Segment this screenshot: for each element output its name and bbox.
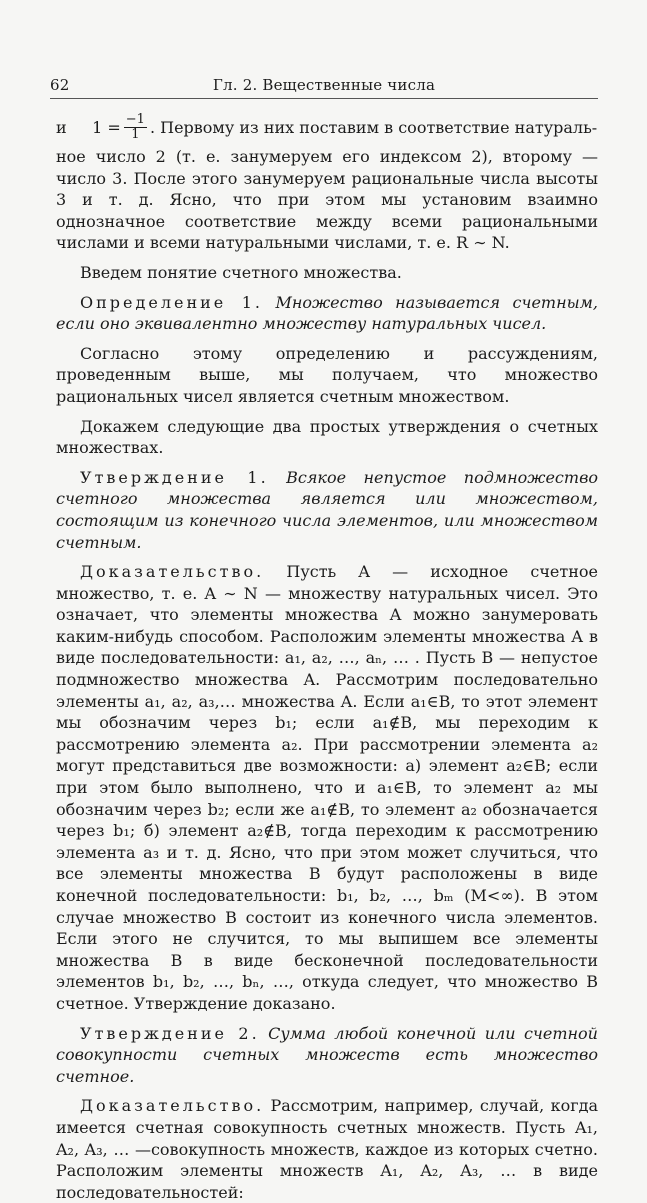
fraction [124, 113, 147, 142]
fraction-denominator: 1 [131, 127, 140, 142]
proof-text: Пусть A — исходное счетное множество, т. е. A ∼ N — множеству натуральных чисел. Это означает, что элементы множества A можно занумеровать каким-нибудь способом. Расположим элементы множества A в виде последовательности: a₁, a₂, …, aₙ, … . Пусть B — непустое подмножество множества A. Рассмотрим последовательно элементы a₁, a₂, a₃,… множества A. Если a₁∈B, то этот элемент мы обозначим через b₁; если a₁∉B, мы переходим к рассмотрению элемента a₂. При рассмотрении элемента a₂ могут представиться две возможности: а) элемент a₂∈B; если при этом было выполнено, что и a₁∈B, то элемент a₂ мы обозначим через b₂; если же a₁∉B, то элемент a₂ обозначается через b₁; б) элемент a₂∉B, тогда переходим к рассмотрению элемента a₃ и т. д. Ясно, что при этом может случиться, что все элементы множества B будут расположены в виде конечной последовательности: b₁, b₂, …, bₘ (M<∞). В этом случае множество B состоит из конечного числа элементов. Если этого не случится, то мы выпишем все элементы множества B в виде бесконечной последовательности элементов b₁, b₂, …, bₙ, …, откуда следует, что множество B счетное. Утверждение доказано. [56, 562, 598, 1013]
page-number: 62 [50, 76, 70, 94]
statement-1 [56, 467, 598, 553]
paragraph-rationals-countable: Согласно этому определению и рассуждениям, проведенным выше, мы получаем, что множество рациональных чисел является счетным множеством. [56, 343, 598, 406]
statement-label: Утверждение 1. [80, 467, 269, 487]
definition-1 [56, 292, 598, 335]
page-body [56, 110, 598, 1203]
proof-text: Рассмотрим, например, случай, когда имеется счетная совокупность счетных множеств. Пусть A₁, A₂, A₃, … —совокупность множеств, каждое из которых счетно. Расположим элементы множеств A₁, A₂, A₃, … в виде последовательностей: [56, 1096, 598, 1202]
definition-text: Множество называется счетным, если оно эквивалентно множеству натуральных чисел. [56, 292, 598, 334]
proof-label: Доказательство. [80, 1096, 265, 1116]
paragraph-two-statements: Докажем следующие два простых утверждения о счетных множествах. [56, 416, 598, 458]
proof-1 [56, 561, 598, 1014]
definition-label: Определение 1. [80, 292, 263, 312]
proof-label: Доказательство. [80, 562, 265, 582]
formula-rest: . Первому из них поставим в соответствие натураль- [149, 118, 598, 137]
statement-label: Утверждение 2. [80, 1023, 260, 1043]
formula-start: и 1 = [56, 118, 121, 137]
running-title: Гл. 2. Вещественные числа [212, 76, 436, 94]
proof-2 [56, 1095, 598, 1203]
header-rule [50, 98, 598, 99]
statement-2 [56, 1023, 598, 1088]
fraction-numerator: −1 [125, 112, 145, 127]
statement-text: Всякое непустое подмножество счетного множества является или множеством, состоящим из конечного числа элементов, или множеством счетным. [56, 467, 599, 552]
paragraph-continuation: ное число 2 (т. е. занумеруем его индексом 2), второму — число 3. После этого занумеруем рациональные числа высоты 3 и т. д. Ясно, что при этом мы установим взаимно однозначное соответствие между всеми рациональными числами и всеми натуральными числами, т. е. R ∼ N. [56, 147, 598, 253]
paragraph-intro-countable: Введем понятие счетного множества. [80, 262, 402, 282]
formula-line [56, 110, 598, 146]
statement-text: Сумма любой конечной или счетной совокупности счетных множеств есть множество счетное. [56, 1023, 598, 1086]
